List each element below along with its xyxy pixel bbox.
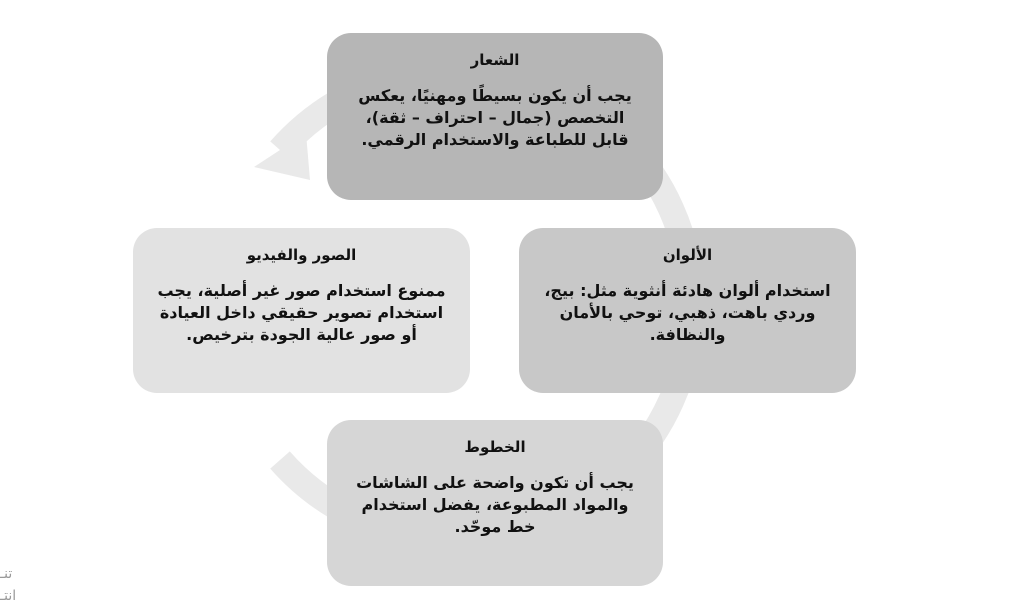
node-logo-title: الشعار bbox=[470, 51, 520, 69]
cropped-edge-text-line1: تنـ bbox=[0, 566, 13, 582]
node-media bbox=[133, 228, 470, 393]
node-logo-text: يجب أن يكون بسيطًا ومهنيًا، يعكس التخصص (جمال – احتراف – ثقة)، قابل للطباعة والاستخدام الرقمي. bbox=[358, 86, 632, 149]
node-fonts bbox=[327, 420, 663, 586]
node-colors-title: الألوان bbox=[662, 246, 713, 264]
cropped-edge-text-line2: انتـ bbox=[0, 588, 17, 604]
node-colors-text: استخدام ألوان هادئة أنثوية مثل: بيج، وردي باهت، ذهبي، توحي بالأمان والنظافة. bbox=[544, 281, 831, 344]
node-fonts-title: الخطوط bbox=[464, 438, 526, 456]
node-media-title: الصور والفيديو bbox=[246, 246, 357, 264]
node-colors bbox=[519, 228, 856, 393]
node-media-text: ممنوع استخدام صور غير أصلية، يجب استخدام تصوير حقيقي داخل العيادة أو صور عالية الجودة بترخيص. bbox=[157, 281, 446, 344]
node-fonts-text: يجب أن تكون واضحة على الشاشات والمواد المطبوعة، يفضل استخدام خط موحّد. bbox=[356, 473, 634, 536]
cropped-edge-text bbox=[0, 563, 22, 607]
node-logo bbox=[327, 33, 663, 200]
